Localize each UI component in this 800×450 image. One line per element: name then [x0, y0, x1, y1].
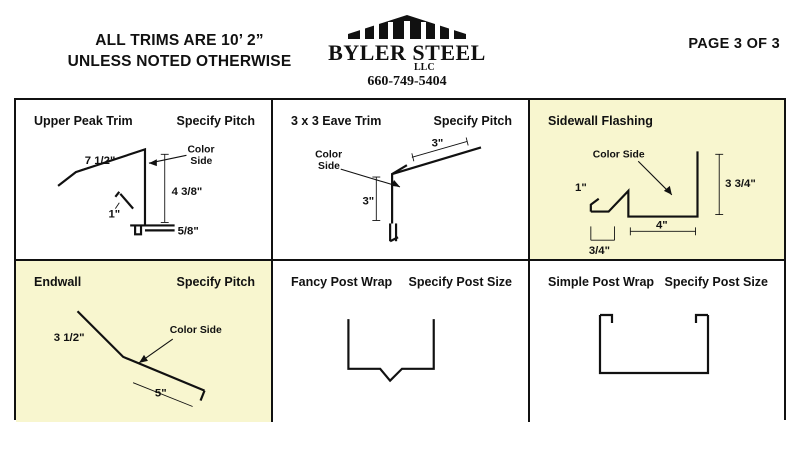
trim-length-note [52, 30, 307, 72]
barn-roof-icon [344, 14, 470, 40]
trim-title: Fancy Post Wrap [291, 275, 393, 289]
dim-bottom: 4" [656, 219, 668, 232]
trim-cell-endwall [16, 261, 273, 422]
trim-length-note-line1: ALL TRIMS ARE 10’ 2” [95, 32, 264, 49]
trim-length-note-line2: UNLESS NOTED OTHERWISE [67, 53, 292, 70]
trim-title: 3 x 3 Eave Trim [291, 114, 382, 128]
company-suffix: LLC [414, 62, 435, 73]
trim-cell-simple-post-wrap [530, 261, 784, 422]
company-logo [322, 14, 492, 94]
upper-peak-trim-drawing [16, 100, 271, 259]
color-side-label: Color Side [169, 325, 222, 337]
trim-note: Specify Post Size [664, 275, 768, 289]
dim-lower: 3/4" [588, 245, 611, 258]
dim-small: 1" [108, 208, 121, 221]
dim-left: 3" [362, 195, 375, 208]
sidewall-flashing-drawing [530, 100, 784, 259]
trim-note: Specify Pitch [176, 114, 255, 128]
color-side-label-line2: Side [190, 156, 213, 168]
dim-left: 3 1/2" [53, 332, 85, 345]
trim-note: Specify Pitch [176, 275, 255, 289]
dim-right: 4 3/8" [171, 185, 203, 198]
dim-top: 7 1/2" [84, 155, 116, 168]
color-side-label: Color Side [592, 149, 645, 161]
endwall-drawing [16, 261, 271, 422]
color-side-label-line1: Color [315, 149, 343, 161]
trim-title: Upper Peak Trim [34, 114, 133, 128]
trim-note: Specify Pitch [433, 114, 512, 128]
color-side-label-line1: Color [187, 144, 215, 156]
dim-right: 3 3/4" [725, 177, 756, 190]
trim-note: Specify Post Size [408, 275, 512, 289]
dim-bottom: 5/8" [177, 225, 199, 238]
color-side-label-line2: Side [318, 161, 340, 173]
eave-trim-drawing [273, 100, 528, 259]
trim-grid [14, 98, 786, 420]
simple-post-wrap-drawing [530, 261, 784, 422]
page-header [0, 0, 800, 98]
dim-left: 1" [575, 181, 587, 194]
dim-top: 3" [431, 137, 444, 150]
trim-title: Sidewall Flashing [548, 114, 653, 128]
company-phone: 660-749-5404 [367, 74, 447, 89]
trim-cell-fancy-post-wrap [273, 261, 530, 422]
trim-cell-sidewall-flashing [530, 100, 784, 261]
trim-title: Simple Post Wrap [548, 275, 655, 289]
page-number: PAGE 3 OF 3 [688, 36, 780, 52]
trim-cell-eave-trim [273, 100, 530, 261]
dim-bottom: 5" [154, 387, 167, 400]
trim-title: Endwall [34, 275, 82, 289]
company-name: BYLER STEEL [328, 40, 486, 65]
fancy-post-wrap-drawing [273, 261, 528, 422]
trim-cell-upper-peak-trim [16, 100, 273, 261]
